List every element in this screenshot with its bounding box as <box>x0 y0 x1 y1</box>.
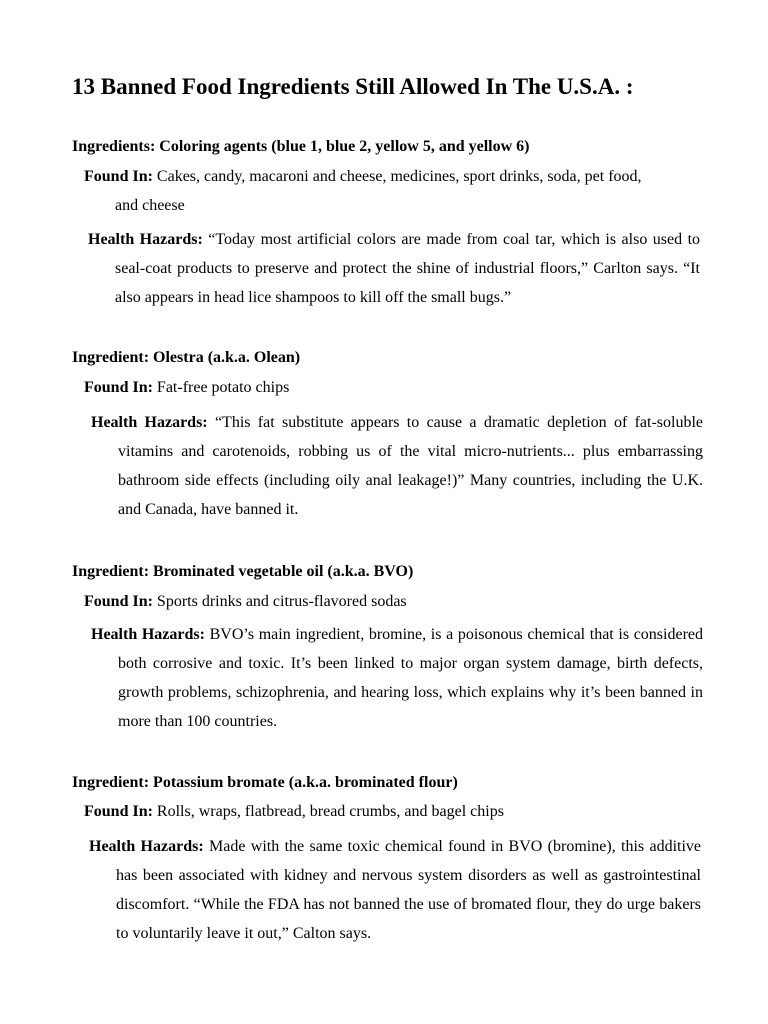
found-in-text: Rolls, wraps, flatbread, bread crumbs, and bagel chips <box>156 803 504 820</box>
health-hazards-label: Health Hazards: <box>89 838 204 855</box>
health-hazards-text: BVO’s main ingredient, bromine, is a poisonous chemical that is considered both corrosive and toxic. It’s been linked to major organ system damage, birth defects, growth problems, schizophrenia, and hearing loss, which explains why it’s been banned in more than 100 countries. <box>118 626 704 730</box>
found-in-line <box>84 587 704 616</box>
found-in-label: Found In: <box>84 168 153 185</box>
found-in-label: Found In: <box>84 593 153 610</box>
ingredient-heading: Ingredient: Potassium bromate (a.k.a. brominated flour) <box>72 774 458 791</box>
found-in-line <box>84 373 704 402</box>
found-in-line <box>84 162 704 220</box>
health-hazards-paragraph <box>91 620 703 736</box>
found-in-label: Found In: <box>84 379 153 396</box>
health-hazards-label: Health Hazards: <box>91 414 208 431</box>
health-hazards-text: “This fat substitute appears to cause a dramatic depletion of fat-soluble vitamins and carotenoids, robbing us of the vital micro-nutrients... plus embarrassing bathroom side effects (including oily anal leakage!)” Many countries, including the U.K. and Canada, have banned it. <box>118 414 704 518</box>
page-title: 13 Banned Food Ingredients Still Allowed In The U.S.A. : <box>72 74 634 99</box>
ingredient-heading: Ingredients: Coloring agents (blue 1, blue 2, yellow 5, and yellow 6) <box>72 138 530 155</box>
found-in-text: Fat-free potato chips <box>156 379 290 396</box>
found-in-text: Cakes, candy, macaroni and cheese, medicines, sport drinks, soda, pet food, <box>156 168 642 185</box>
health-hazards-paragraph <box>89 832 701 948</box>
ingredient-heading: Ingredient: Brominated vegetable oil (a.k.a. BVO) <box>72 563 414 580</box>
health-hazards-label: Health Hazards: <box>88 231 203 248</box>
health-hazards-text: “Today most artificial colors are made from coal tar, which is also used to seal-coat products to preserve and protect the shine of industrial floors,” Carlton says. “It also appears in head lice shampoos to kill off the small bugs.” <box>115 231 701 306</box>
ingredient-heading: Ingredient: Olestra (a.k.a. Olean) <box>72 349 301 366</box>
found-in-text: Sports drinks and citrus-flavored sodas <box>156 593 407 610</box>
health-hazards-paragraph <box>88 225 700 312</box>
health-hazards-label: Health Hazards: <box>91 626 205 643</box>
found-in-text-cont: and cheese <box>115 197 185 214</box>
found-in-line <box>84 797 704 826</box>
health-hazards-text: Made with the same toxic chemical found in BVO (bromine), this additive has been associated with kidney and nervous system disorders as well as gastrointestinal discomfort. “While the FDA has not banned the use of bromated flour, they do urge bakers to voluntarily leave it out,” Calton says. <box>116 838 702 942</box>
found-in-label: Found In: <box>84 803 153 820</box>
health-hazards-paragraph <box>91 408 703 524</box>
